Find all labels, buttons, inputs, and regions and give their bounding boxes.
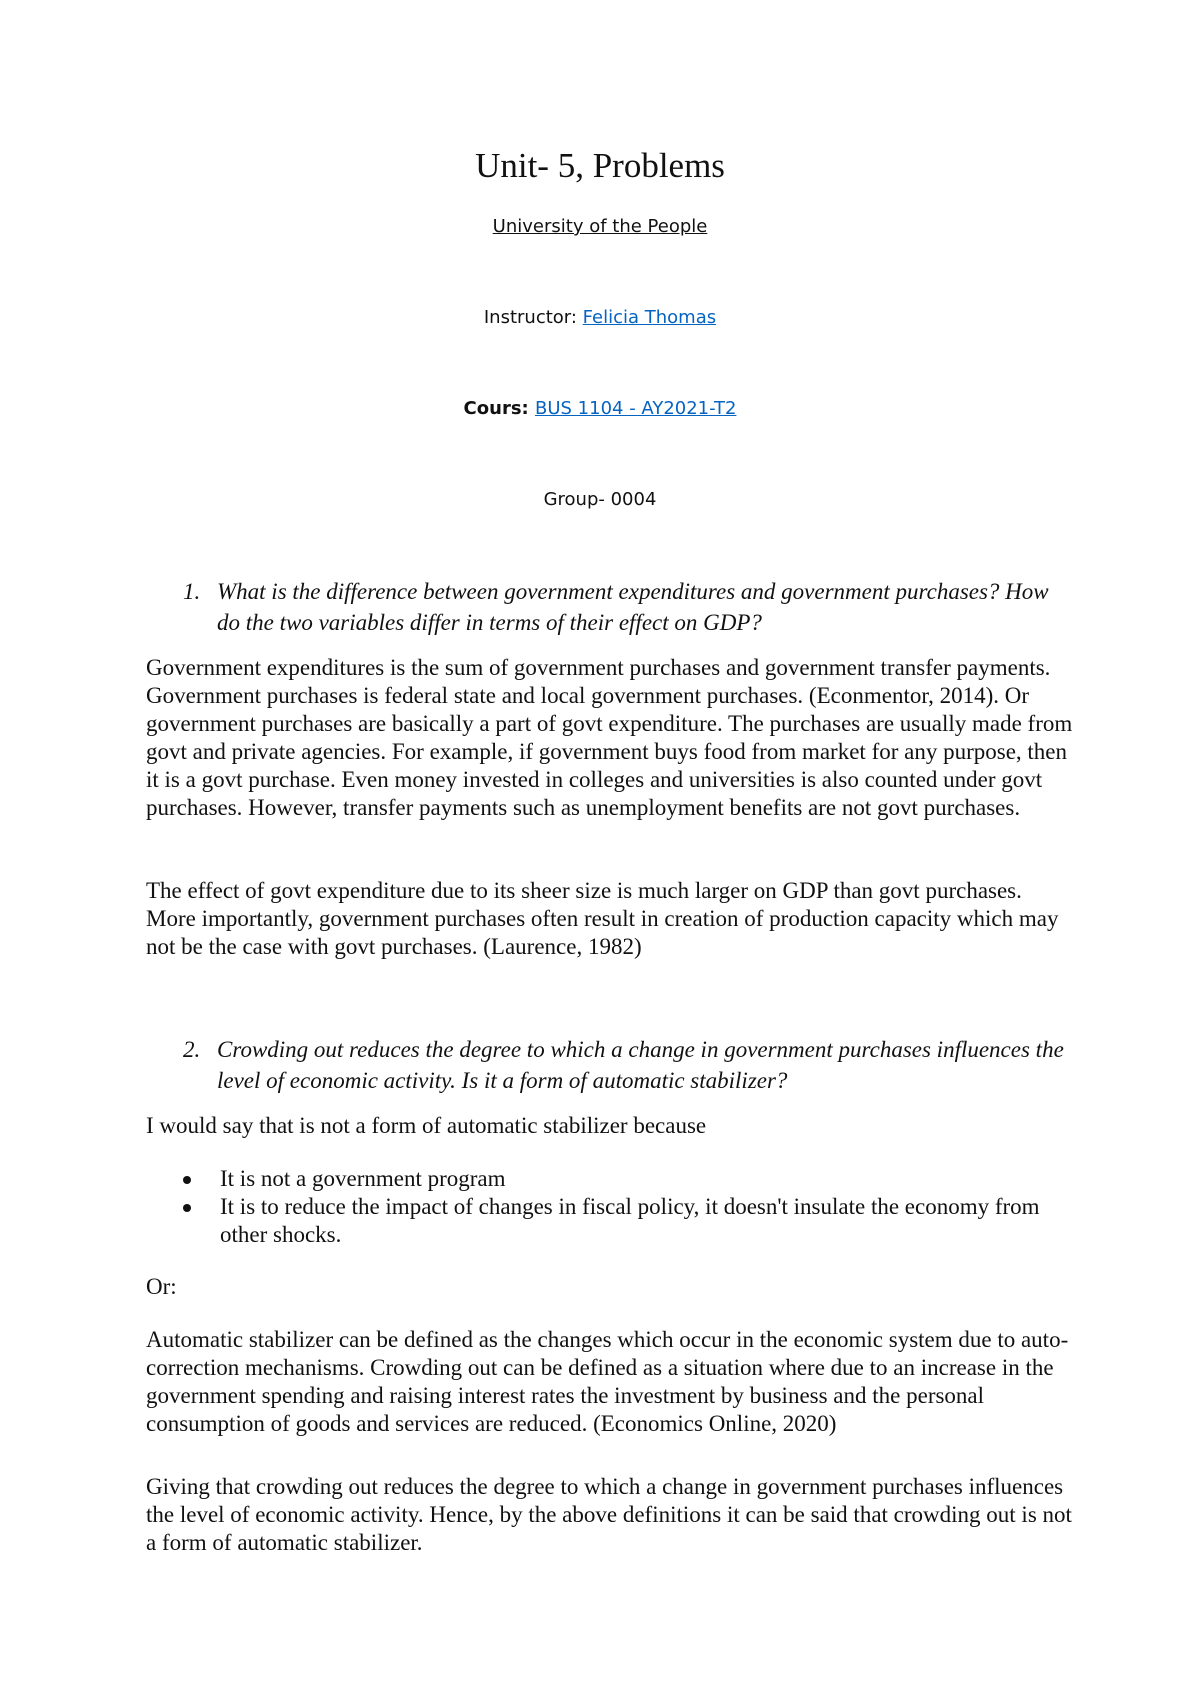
answer-2-or: Or: xyxy=(146,1274,177,1299)
answer-1-paragraph-1: Government expenditures is the sum of government purchases and government transfer payments. Government purchases is federal state and local government purchases. (Econmentor, 2014). Or government purchases are basically a part of govt expenditure. The purchases are usually made from govt and private agencies. For example, if government buys food from market for any purpose, then it is a govt purchase. Even money invested in colleges and universities is also counted under govt purchases. However, transfer payments such as unemployment benefits are not govt purchases. xyxy=(146,655,1073,820)
question-number: 2. xyxy=(183,1037,201,1062)
instructor-line xyxy=(0,306,1200,330)
course-link[interactable]: BUS 1104 - AY2021-T2 xyxy=(535,398,737,419)
course-line xyxy=(0,397,1200,421)
university-name: University of the People xyxy=(492,216,708,237)
list-item xyxy=(146,1165,1076,1193)
answer-2-intro: I would say that is not a form of automatic stabilizer because xyxy=(146,1113,707,1138)
page-title: Unit- 5, Problems xyxy=(475,146,725,185)
instructor-label: Instructor: xyxy=(483,307,583,328)
answer-1-paragraph-2: The effect of govt expenditure due to its sheer size is much larger on GDP than govt purchases. More importantly, government purchases often result in creation of production capacity which may not be the case with govt purchases. (Laurence, 1982) xyxy=(146,878,1059,959)
bullet-icon xyxy=(183,1176,191,1184)
question-number: 1. xyxy=(183,579,201,604)
answer-2-paragraph-1: Automatic stabilizer can be defined as the changes which occur in the economic system due to auto-correction mechanisms. Crowding out can be defined as a situation where due to an increase in the government spending and raising interest rates the investment by business and the personal consumption of goods and services are reduced. (Economics Online, 2020) xyxy=(146,1327,1069,1436)
question-text: Crowding out reduces the degree to which a change in government purchases influences the level of economic activity. Is it a form of automatic stabilizer? xyxy=(217,1037,1064,1093)
answer-2-paragraph-2: Giving that crowding out reduces the degree to which a change in government purchases influences the level of economic activity. Hence, by the above definitions it can be said that crowding out is not a form of automatic stabilizer. xyxy=(146,1474,1072,1555)
group-label: Group- 0004 xyxy=(543,489,657,510)
bullet-text: It is not a government program xyxy=(220,1166,506,1191)
question-text: What is the difference between government expenditures and government purchases? How do the two variables differ in terms of their effect on GDP? xyxy=(217,579,1049,635)
list-item xyxy=(146,1193,1076,1249)
bullet-icon xyxy=(183,1204,191,1212)
bullet-text: It is to reduce the impact of changes in fiscal policy, it doesn't insulate the economy from other shocks. xyxy=(220,1194,1040,1247)
course-label: Cours: xyxy=(463,398,535,419)
answer-2-bullet-list xyxy=(146,1165,1076,1249)
instructor-link[interactable]: Felicia Thomas xyxy=(582,307,717,328)
